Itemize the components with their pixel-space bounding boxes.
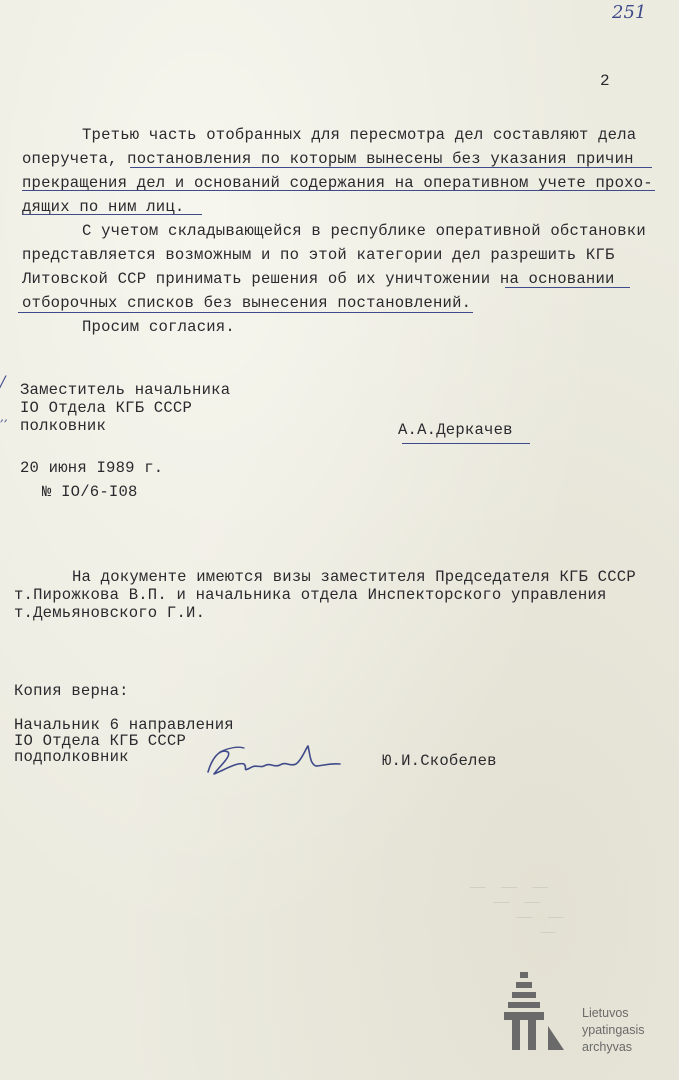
copy-name: Ю.И.Скобелев: [382, 752, 497, 770]
pen-underline: [18, 312, 473, 313]
body-line: дящих по ним лиц.: [22, 198, 185, 216]
archive-number: 251: [612, 2, 647, 23]
signatory-title: Заместитель начальника: [20, 381, 231, 399]
margin-mark: /: [0, 372, 6, 391]
document-number: № IO/6-I08: [42, 483, 138, 501]
body-line: оперучета, постановления по которым вынесены без указания причин: [22, 150, 634, 168]
pen-underline: [22, 214, 202, 215]
signatory-title: полковник: [20, 417, 107, 435]
body-line: Третью часть отобранных для пересмотра дел составляют дела: [82, 126, 637, 144]
ghost-stamp: —— —— —— —— —— —— —— ——: [470, 880, 564, 940]
document-date: 20 июня I989 г.: [20, 459, 164, 477]
logo-text-line: archyvas: [582, 1040, 633, 1054]
copy-title: подполковник: [14, 748, 129, 766]
logo-text-line: ypatingasis: [582, 1023, 645, 1037]
visa-note-line: На документе имеются визы заместителя Председателя КГБ СССР: [72, 568, 636, 586]
pen-underline: [505, 287, 630, 288]
signature-mark: [198, 738, 350, 782]
body-line: Литовской ССР принимать решения об их уничтожении на основании: [22, 270, 615, 288]
copy-title: IO Отдела КГБ СССР: [14, 732, 187, 750]
pen-underline: [402, 443, 530, 444]
body-line: отборочных списков без вынесения постановлений.: [22, 294, 472, 312]
signatory-title: IO Отдела КГБ СССР: [20, 399, 193, 417]
pen-underline: [130, 167, 652, 168]
signatory-name: А.А.Деркачев: [398, 421, 513, 439]
body-line: представляется возможным и по этой категории дел разрешить КГБ: [22, 246, 615, 264]
copy-title: Начальник 6 направления: [14, 716, 234, 734]
archive-logo-icon: [498, 968, 578, 1058]
visa-note-line: т.Пирожкова В.П. и начальника отдела Инспекторского управления: [14, 586, 607, 604]
margin-mark: ,,: [0, 410, 8, 424]
logo-text-line: Lietuvos: [582, 1006, 629, 1020]
body-line: С учетом складывающейся в республике оперативной обстановки: [82, 222, 646, 240]
page-number: 2: [600, 72, 610, 90]
body-line: прекращения дел и оснований содержания на оперативном учете прохо-: [22, 174, 653, 192]
visa-note-line: т.Демьяновского Г.И.: [14, 604, 206, 622]
body-line: Просим согласия.: [82, 318, 235, 336]
pen-underline: [22, 190, 655, 191]
copy-label: Копия верна:: [14, 682, 129, 700]
